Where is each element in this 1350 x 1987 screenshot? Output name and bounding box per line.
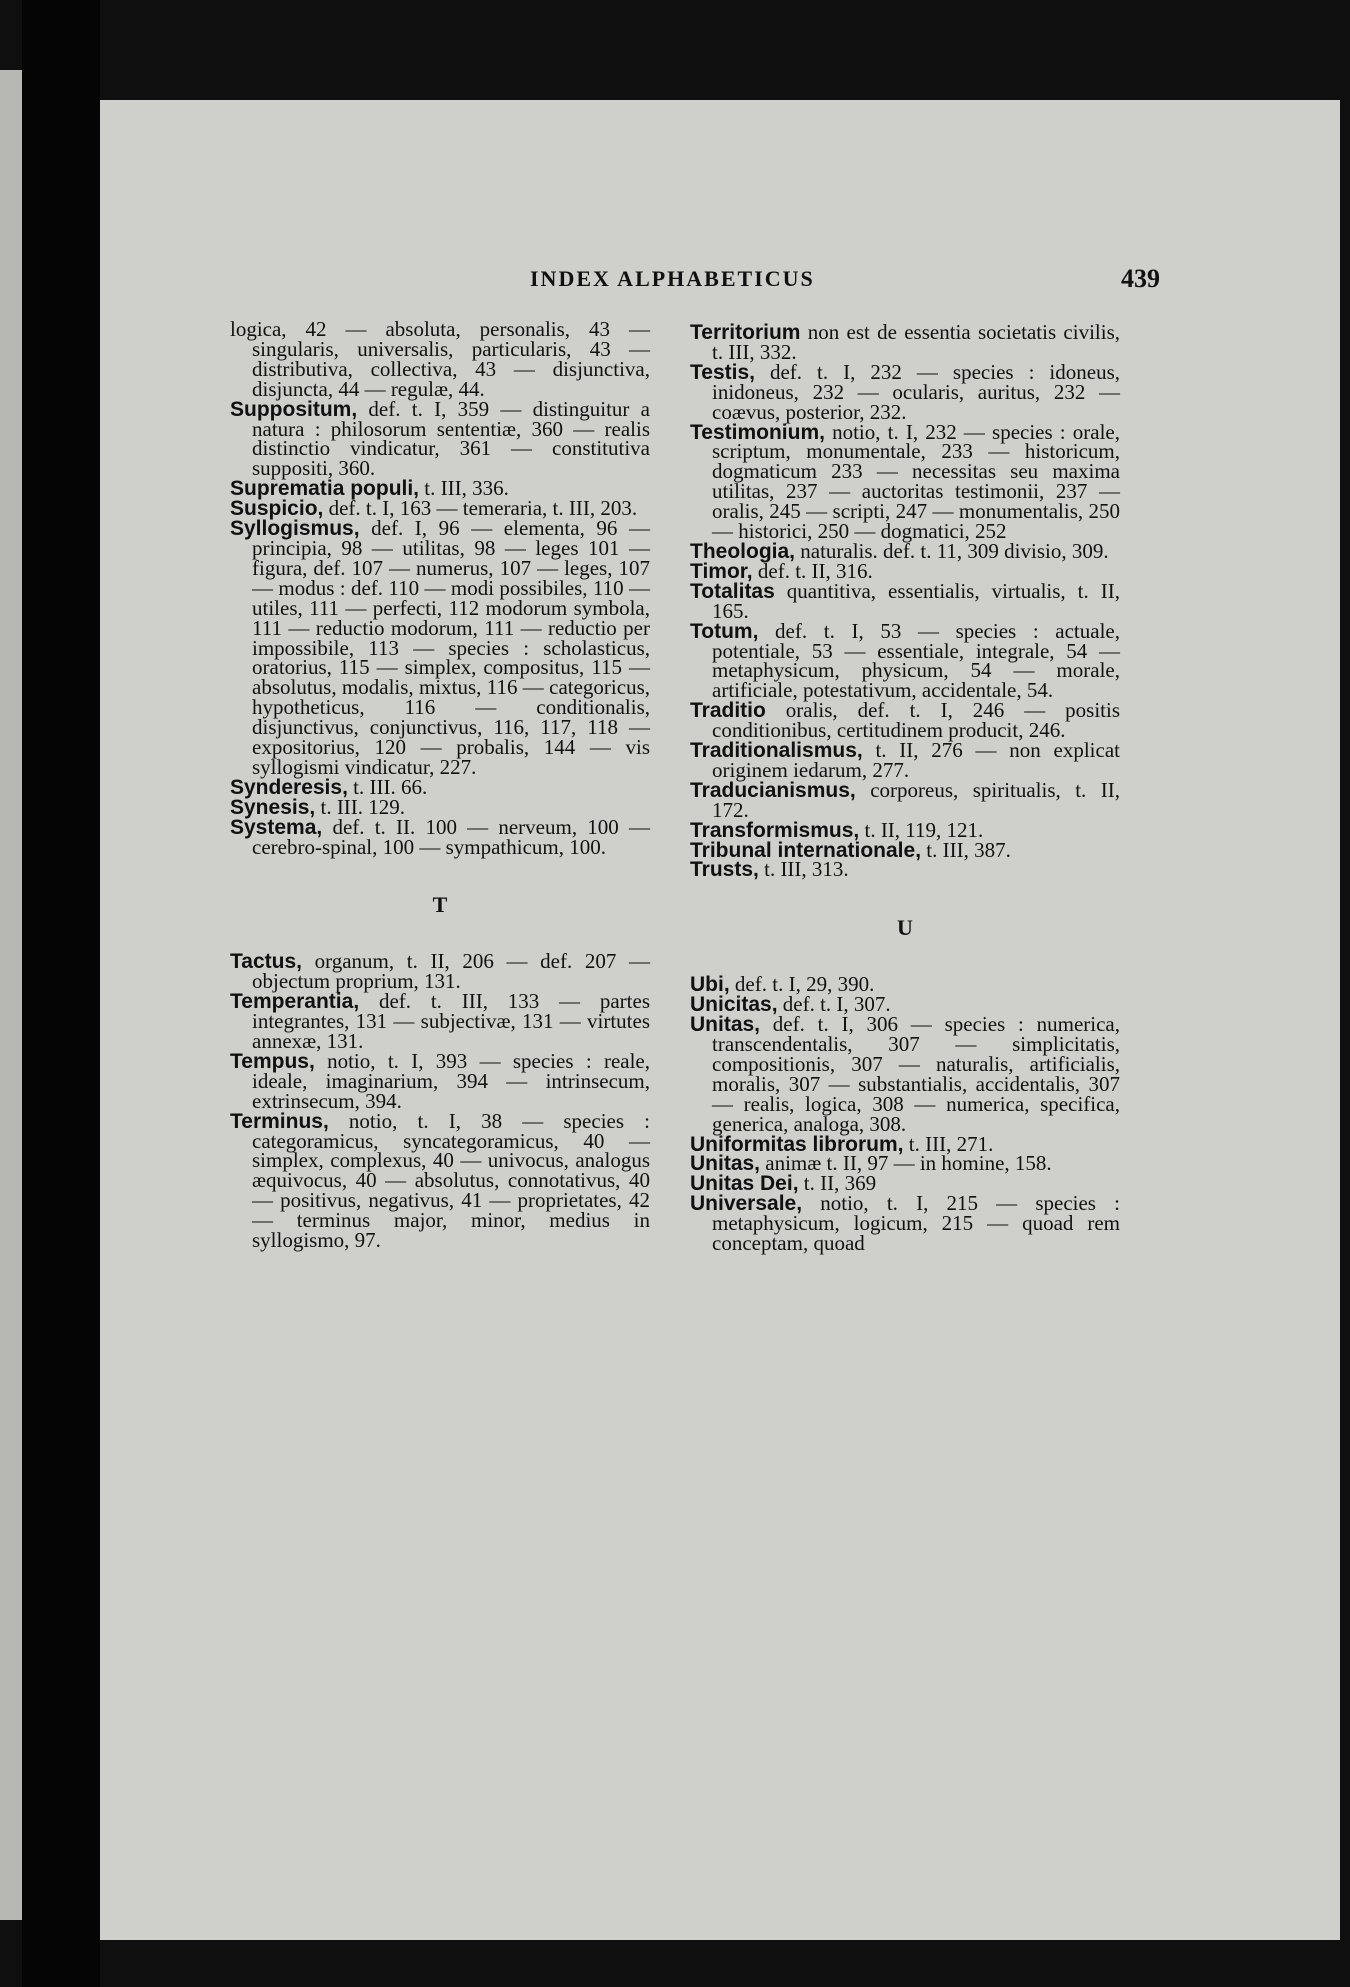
entry-text: def. t. I, 29, 390. [729, 972, 875, 997]
page-number: 439 [1121, 264, 1160, 293]
entry-headword: Testis, [690, 360, 755, 384]
left-entries-top [230, 317, 650, 859]
entry-text: notio, t. I, 38 — species : categoramicus, syncategoramicus, 40 — simplex, complexus, 40 — univocus, analogus æquivocus, 40 — absolutus, connotativus, 40 — positivus, negativus, 41 — proprietates, 42 — terminus major, minor, medius in syllogismo, 97. [252, 1108, 650, 1253]
entry-text: t. III. 129. [315, 794, 406, 819]
previous-page-edge [0, 70, 22, 1920]
entry-headword: Trusts, [690, 858, 759, 882]
index-entry [690, 320, 1120, 364]
index-entry [690, 857, 1120, 882]
entry-headword: Suppositum, [230, 397, 358, 421]
entry-text: organum, t. II, 206 — def. 207 — objectum proprium, 131. [252, 949, 650, 994]
entry-headword: Temperantia, [230, 990, 360, 1014]
index-entry [230, 317, 650, 401]
index-entry [690, 738, 1120, 782]
index-entry [230, 814, 650, 859]
entry-headword: Unitas, [690, 1013, 761, 1037]
entry-text: notio, t. I, 215 — species : metaphysicum, logicum, 215 — quoad rem conceptam, quoad [712, 1191, 1120, 1256]
entry-headword: Traditionalismus, [690, 739, 863, 763]
entry-text: t. II, 276 — non explicat originem iedarum, 277. [712, 738, 1120, 782]
index-entry [690, 1191, 1120, 1256]
index-entry [690, 578, 1120, 623]
entry-headword: Traducianismus, [690, 778, 856, 802]
entry-text: naturalis. def. t. 11, 309 divisio, 309. [795, 538, 1109, 563]
entry-headword: Unitas, [690, 1152, 761, 1176]
entry-headword: Transformismus, [690, 818, 860, 842]
index-entry [230, 516, 650, 779]
entry-text: def. t. III, 133 — partes integrantes, 131 — subjectivæ, 131 — virtutes annexæ, 131. [252, 989, 650, 1053]
entry-text: corporeus, spiritualis, t. II, 172. [712, 777, 1120, 822]
entry-headword: Traditio [690, 699, 766, 723]
entry-headword: Universale, [690, 1192, 803, 1216]
entry-text: def. t. I, 306 — species : numerica, transcendentalis, 307 — simplicitatis, compositionis, 307 — naturalis, artificialis, moralis, 307 — substantialis, accidentalis, 307 — realis, logica, 308 — numerica, specifica, generica, analoga, 308. [712, 1012, 1120, 1136]
entry-text: quantitiva, essentialis, virtualis, t. II, 165. [712, 578, 1120, 623]
entry-headword: Ubi, [690, 973, 730, 997]
right-column [690, 320, 1120, 1256]
entry-headword: Suprematia populi, [230, 477, 420, 501]
index-entry [230, 774, 650, 799]
entry-text: notio, t. I, 393 — species : reale, ideale, imaginarium, 394 — intrinsecum, extrinsecum, 394. [252, 1048, 650, 1113]
entry-headword: Systema, [230, 815, 323, 839]
left-entries-bottom [230, 949, 650, 1253]
entry-headword: Theologia, [690, 539, 795, 563]
left-column [230, 317, 650, 1253]
entry-headword: Synderesis, [230, 775, 348, 799]
entry-headword: Tribunal internationale, [690, 838, 922, 862]
index-entry [230, 1048, 650, 1113]
entry-text: def. I, 96 — elementa, 96 — principia, 98 — utilitas, 98 — leges 101 — figura, def. 107 — numerus, 107 — leges, 107 — modus : def. 110 — modi possibiles, 110 — utiles, 111 — perfecti, 112 modorum symbola, 111 — reductio modorum, 111 — reductio per impossibile, 113 — species : scholasticus, oratorius, 115 — simplex, compositus, 115 — absolutus, modalis, mixtus, 116 — categoricus, hypotheticus, 116 — conditionalis, disjunctivus, conjunctivus, 116, 117, 118 — expositorius, 120 — probalis, 144 — vis syllogismi vindicatur, 227. [252, 516, 650, 779]
entry-text: def. t. I, 53 — species : actuale, potentiale, 53 — essentiale, integrale, 54 — metaphysicum, physicum, 54 — morale, artificiale, potestativum, accidentale, 54. [712, 618, 1120, 703]
index-entry [230, 949, 650, 994]
entry-headword: Totum, [690, 619, 759, 643]
entry-text: def. t. I, 307. [777, 992, 891, 1017]
entry-text: t. III, 387. [921, 837, 1011, 862]
index-entry [230, 1108, 650, 1253]
entry-headword: Tempus, [230, 1049, 315, 1073]
entry-text: t. II, 119, 121. [859, 817, 984, 842]
index-entry [230, 396, 650, 481]
index-entry [690, 817, 1120, 842]
index-entry [690, 698, 1120, 743]
entry-text: t. III, 336. [419, 476, 509, 501]
index-entry [690, 618, 1120, 703]
index-page [100, 100, 1340, 1940]
entry-text: def. t. II, 316. [752, 558, 873, 583]
entry-text: def. t. II. 100 — nerveum, 100 — cerebro-spinal, 100 — sympathicum, 100. [252, 814, 650, 859]
entry-text: def. t. I, 359 — distinguitur a natura : philosorum sententiæ, 360 — realis distinctio vindicatur, 361 — constitutiva suppositi, 360. [252, 396, 650, 481]
right-entries-top [690, 320, 1120, 882]
running-header: INDEX ALPHABETICUS [530, 266, 815, 291]
entry-headword: Tactus, [230, 950, 302, 974]
index-entry [690, 1012, 1120, 1136]
entry-headword: Timor, [690, 559, 753, 583]
entry-headword: Suspicio, [230, 497, 324, 521]
entry-text: oralis, def. t. I, 246 — positis conditionibus, certitudinem producit, 246. [712, 698, 1120, 743]
entry-text: t. III, 271. [903, 1131, 994, 1156]
entry-text: notio, t. I, 232 — species : orale, scriptum, monumentale, 233 — historicum, dogmaticum 233 — necessitas seu maxima utilitas, 237 — auctoritas testimonii, 237 — oralis, 245 — scripti, 247 — monumentalis, 250 — historici, 250 — dogmatici, 252 [712, 419, 1120, 544]
entry-text: t. II, 369 [798, 1171, 877, 1196]
entry-headword: Synesis, [230, 795, 316, 819]
index-entry [690, 359, 1120, 424]
entry-headword: Totalitas [690, 579, 775, 603]
entry-text: def. t. I, 163 — temeraria, t. III, 203. [323, 496, 638, 521]
entry-headword: Unitas Dei, [690, 1172, 799, 1196]
entry-text: animæ t. II, 97 — in homine, 158. [760, 1151, 1052, 1176]
entry-headword: Unicitas, [690, 993, 778, 1017]
entry-headword: Testimonium, [690, 420, 825, 444]
entry-headword: Uniformitas librorum, [690, 1132, 904, 1156]
right-entries-bottom [690, 972, 1120, 1256]
entry-headword: Terminus, [230, 1109, 329, 1133]
entry-text: t. III, 313. [758, 857, 849, 882]
entry-headword: Territorium [690, 321, 801, 344]
book-gutter [22, 0, 100, 1987]
index-entry [230, 989, 650, 1053]
entry-text: non est de essentia societatis civilis, t. III, 332. [712, 320, 1120, 364]
entry-text: logica, 42 — absoluta, personalis, 43 — singularis, universalis, particularis, 43 — distributiva, collectiva, 43 — disjunctiva, disjuncta, 44 — regulæ, 44. [230, 317, 650, 401]
entry-headword: Syllogismus, [230, 517, 360, 541]
section-letter-t: T [432, 892, 448, 918]
index-entry [690, 777, 1120, 822]
entry-text: t. III. 66. [347, 774, 428, 799]
index-entry [690, 419, 1120, 544]
section-letter-u: U [897, 915, 913, 941]
entry-text: def. t. I, 232 — species : idoneus, inidoneus, 232 — ocularis, auritus, 232 — coævus, posterior, 232. [712, 359, 1120, 424]
